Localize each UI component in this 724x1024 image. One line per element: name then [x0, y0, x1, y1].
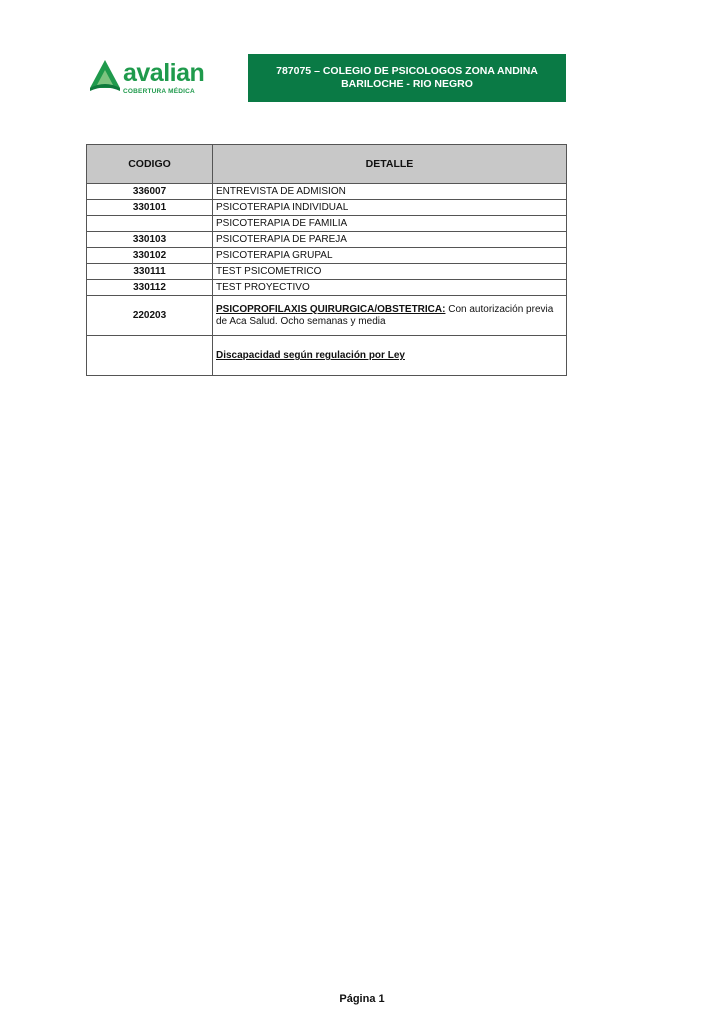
row-detail: TEST PROYECTIVO — [213, 280, 567, 296]
table-row — [87, 216, 567, 232]
table-row — [87, 264, 567, 280]
row-detail: PSICOTERAPIA INDIVIDUAL — [213, 200, 567, 216]
logo-tagline: COBERTURA MÉDICA — [123, 88, 195, 95]
avalian-logo-mark-icon — [88, 58, 122, 94]
row-detail: TEST PSICOMETRICO — [213, 264, 567, 280]
row-detail: ENTREVISTA DE ADMISION — [213, 184, 567, 200]
header-codigo: CODIGO — [87, 145, 213, 184]
table-row — [87, 248, 567, 264]
codes-table — [86, 144, 567, 376]
row-detail: PSICOTERAPIA GRUPAL — [213, 248, 567, 264]
banner-title: 787075 – COLEGIO DE PSICOLOGOS ZONA ANDINA — [276, 65, 538, 77]
table-row — [87, 200, 567, 216]
row-code: 330102 — [87, 248, 213, 264]
row-detail — [213, 296, 567, 336]
row-code: 330103 — [87, 232, 213, 248]
header-banner — [248, 54, 566, 102]
table-row — [87, 184, 567, 200]
table-row — [87, 280, 567, 296]
row-detail — [213, 336, 567, 376]
row-detail-note: Discapacidad según regulación por Ley — [216, 350, 405, 361]
logo-wordmark: avalian — [123, 59, 205, 87]
row-code — [87, 216, 213, 232]
row-code: 220203 — [87, 296, 213, 336]
row-code: 330112 — [87, 280, 213, 296]
header-detalle: DETALLE — [213, 145, 567, 184]
row-code: 330101 — [87, 200, 213, 216]
table-header-row — [87, 145, 567, 184]
row-detail-title: PSICOPROFILAXIS QUIRURGICA/OBSTETRICA: — [216, 303, 446, 315]
row-detail: PSICOTERAPIA DE PAREJA — [213, 232, 567, 248]
table-row-discapacidad — [87, 336, 567, 376]
row-code — [87, 336, 213, 376]
row-code: 330111 — [87, 264, 213, 280]
row-code: 336007 — [87, 184, 213, 200]
banner-subtitle: BARILOCHE - RIO NEGRO — [341, 78, 473, 90]
row-detail: PSICOTERAPIA DE FAMILIA — [213, 216, 567, 232]
avalian-logo — [88, 58, 205, 100]
row-detail-text: Con autorización previa de Aca Salud. Ocho semanas y media — [216, 303, 554, 327]
table-row-psicoprofilaxis — [87, 296, 567, 336]
table-row — [87, 232, 567, 248]
page-number: Página 1 — [339, 993, 385, 1005]
